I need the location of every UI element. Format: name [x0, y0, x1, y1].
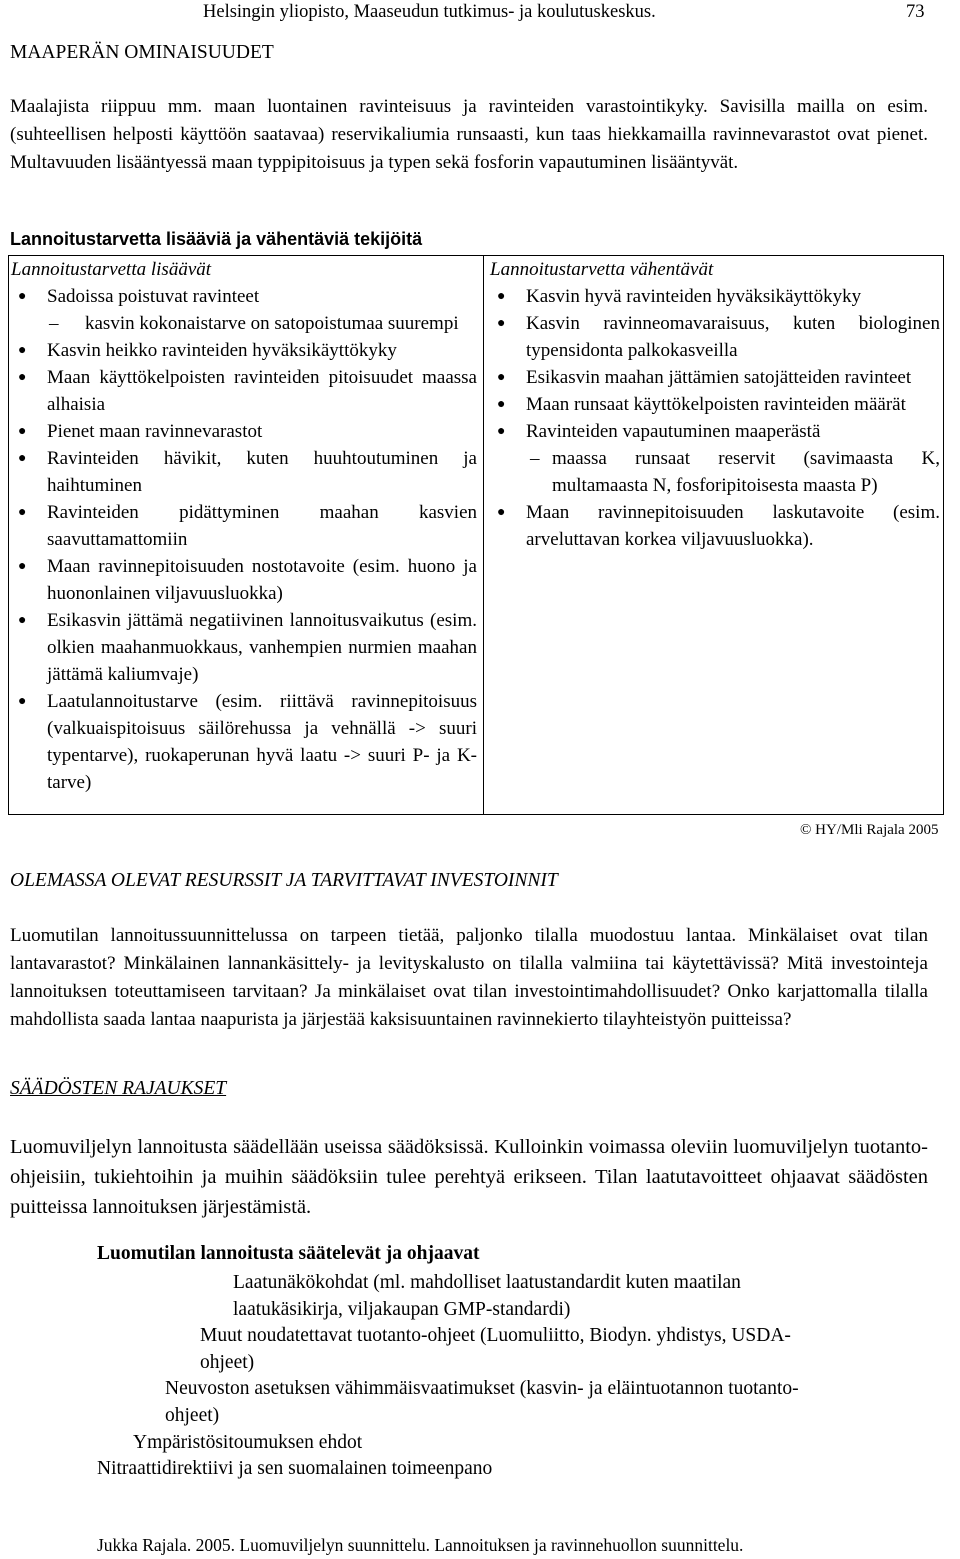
list-item: ● Sadoissa poistuvat ravinteet — [11, 283, 477, 310]
regulation-item-other-guidelines: Muut noudatettavat tuotanto-ohjeet (Luomuliitto, Biodyn. yhdistys, USDA-ohjeet) — [200, 1325, 791, 1373]
bullet-icon: ● — [18, 559, 27, 574]
paragraph-resources: Luomutilan lannoitussuunnittelussa on tarpeen tietää, paljonko tilalla muodostuu lantaa. Minkälaiset ovat tilan lantavarastot? Minkälainen lannankäsittely- ja levityskalusto on tilalla valmiina tai käytettävissä? Mitä investointeja lannoituksen toteuttamiseen tarvitaan? Ja minkälaiset ovat tilan investointimahdollisuudet? Onko karjattomalla tilalla mahdollista saada lantaa naapurista ja järjestää kaksisuuntainen ravinnekierto tilayhteistyön puitteissa? — [10, 925, 928, 1030]
dash-icon: – — [530, 448, 540, 469]
list-item: ● Ravinteiden vapautuminen maaperästä — [490, 418, 940, 445]
regulation-item-council-regulation: Neuvoston asetuksen vähimmäisvaatimukset (kasvin- ja eläintuotannon tuotanto-ohjeet) — [165, 1378, 799, 1426]
bullet-icon: ● — [497, 316, 506, 331]
column-header-increasing: Lannoitustarvetta lisäävät — [11, 259, 212, 280]
page-footer: Jukka Rajala. 2005. Luomuviljelyn suunnittelu. Lannoituksen ja ravinnehuollon suunnittelu. — [97, 1535, 744, 1555]
regulation-item-environment-commitment: Ympäristösitoumuksen ehdot — [133, 1432, 363, 1453]
list-item: ● Esikasvin maahan jättämien satojätteiden ravinteet — [490, 364, 940, 391]
bullet-icon: ● — [18, 694, 27, 709]
list-item: ● Pienet maan ravinnevarastot — [11, 418, 477, 445]
regulation-item-nitrate-directive: Nitraattidirektiivi ja sen suomalainen toimeenpano — [97, 1458, 493, 1479]
list-item: ● Maan käyttökelpoisten ravinteiden pitoisuudet maassa alhaisia — [11, 364, 477, 418]
bullet-icon: ● — [18, 289, 27, 304]
bullet-icon: ● — [18, 451, 27, 466]
paragraph-soil-properties: Maalajista riippuu mm. maan luontainen ravinteisuus ja ravinteiden varastointikyky. Savisilla mailla on esim. (suhteellisen helposti käyttöön saatavaa) reservikaliumia runsaasti, kun taas hiekkamailla ravinnevarastot ovat pienet. Multavuuden lisääntyessä maan typpipitoisuus ja typen sekä fosforin vapautuminen lisääntyvät. — [10, 96, 928, 173]
paragraph-regulations: Luomuviljelyn lannoitusta säädellään useissa säädöksissä. Kulloinkin voimassa oleviin luomuviljelyn tuotanto-ohjeisiin, tukiehtoihin ja muihin säädöksiin tulee perehtyä erikseen. Tilan laatutavoitteet ohjaavat säädösten puitteissa lannoituksen järjestämistä. — [10, 1136, 928, 1218]
section-title-soil-properties: MAAPERÄN OMINAISUUDET — [10, 42, 274, 63]
list-item: ● Ravinteiden pidättyminen maahan kasvien saavuttamattomiin — [11, 499, 477, 553]
column-decreasing — [490, 256, 940, 553]
column-divider — [483, 256, 484, 814]
bullet-icon: ● — [18, 343, 27, 358]
list-item: ● Maan runsaat käyttökelpoisten ravinteiden määrät — [490, 391, 940, 418]
copyright-note: © HY/Mli Rajala 2005 — [800, 822, 939, 838]
factors-table — [8, 255, 944, 815]
regulation-item-quality: Laatunäkökohdat (ml. mahdolliset laatustandardit kuten maatilan laatukäsikirja, viljakaupan GMP-standardi) — [233, 1272, 741, 1320]
list-item: ● Maan ravinnepitoisuuden laskutavoite (esim. arveluttavan korkea viljavuusluokka). — [490, 499, 940, 553]
list-item: ● Kasvin hyvä ravinteiden hyväksikäyttökyky — [490, 283, 940, 310]
column-header-decreasing: Lannoitustarvetta vähentävät — [490, 259, 714, 280]
sub-list-item: – kasvin kokonaistarve on satopoistumaa suurempi — [11, 310, 477, 337]
bullet-icon: ● — [18, 424, 27, 439]
bullet-icon: ● — [497, 397, 506, 412]
regulation-diagram-heading: Luomutilan lannoitusta säätelevät ja ohjaavat — [97, 1243, 480, 1264]
page-number: 73 — [906, 2, 925, 22]
list-item: ● Esikasvin jättämä negatiivinen lannoitusvaikutus (esim. olkien maahanmuokkaus, vanhempien nurmien maahan jättämä kaliumvaje) — [11, 607, 477, 688]
running-header: Helsingin yliopisto, Maaseudun tutkimus- ja koulutuskeskus. — [203, 2, 656, 22]
list-item: ● Kasvin heikko ravinteiden hyväksikäyttökyky — [11, 337, 477, 364]
bullet-icon: ● — [497, 505, 506, 520]
list-item: ● Laatulannoitustarve (esim. riittävä ravinnepitoisuus (valkuaispitoisuus säilörehussa ja vehnällä -> suuri typentarve), ruokaperunan hyvä laatu -> suuri P- ja K-tarve) — [11, 688, 477, 796]
bullet-icon: ● — [497, 424, 506, 439]
bullet-icon: ● — [18, 370, 27, 385]
bullet-icon: ● — [18, 613, 27, 628]
bullet-icon: ● — [18, 505, 27, 520]
bullet-icon: ● — [497, 289, 506, 304]
sub-list-item: – maassa runsaat reservit (savimaasta K, multamaasta N, fosforipitoisesta maasta P) — [490, 445, 940, 499]
dash-icon: – — [49, 313, 59, 334]
bullet-icon: ● — [497, 370, 506, 385]
column-increasing — [11, 256, 477, 796]
table-heading: Lannoitustarvetta lisääviä ja vähentäviä tekijöitä — [10, 229, 423, 249]
section-title-resources: OLEMASSA OLEVAT RESURSSIT JA TARVITTAVAT INVESTOINNIT — [10, 870, 558, 891]
list-item: ● Ravinteiden hävikit, kuten huuhtoutuminen ja haihtuminen — [11, 445, 477, 499]
section-title-regulations: SÄÄDÖSTEN RAJAUKSET — [10, 1078, 227, 1099]
list-item: ● Kasvin ravinneomavaraisuus, kuten biologinen typensidonta palkokasveilla — [490, 310, 940, 364]
list-item: ● Maan ravinnepitoisuuden nostotavoite (esim. huono ja huononlainen viljavuusluokka) — [11, 553, 477, 607]
